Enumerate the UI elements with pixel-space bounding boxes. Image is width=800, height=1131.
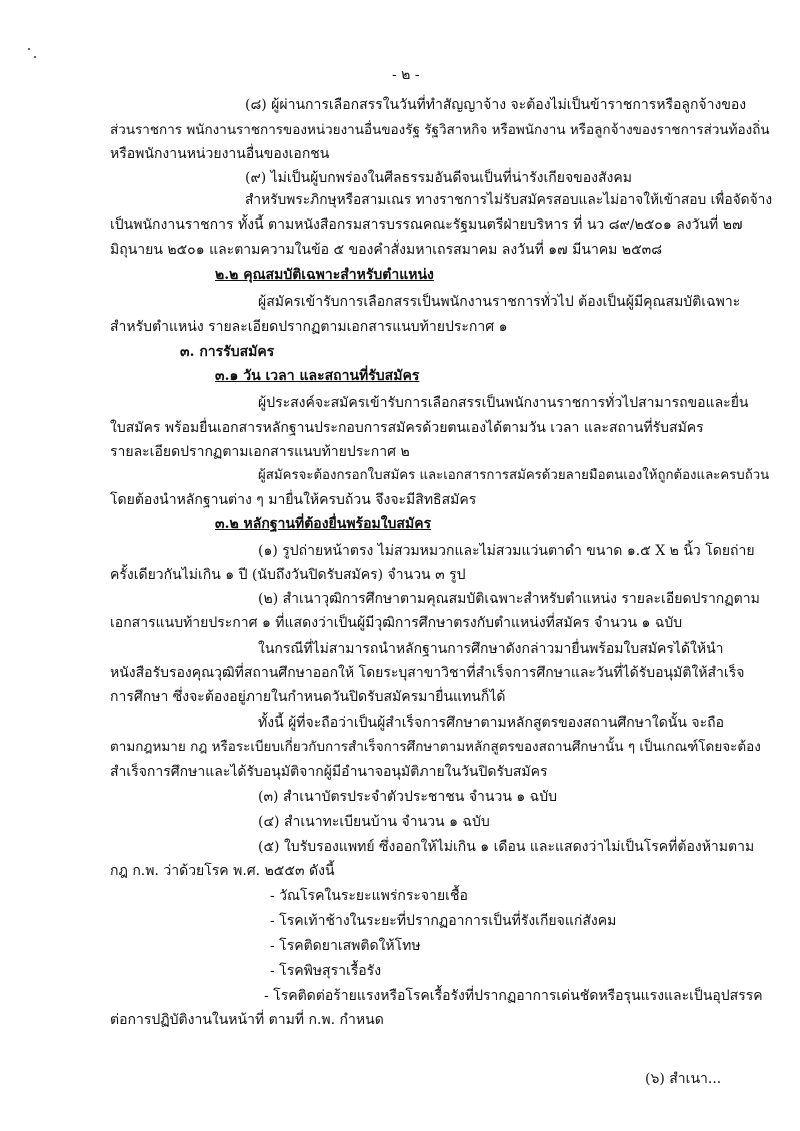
section-heading-3-1: ๓.๑ วัน เวลา และสถานที่รับสมัคร: [215, 368, 420, 384]
disease-list-item: - โรคเท้าช้างในระยะที่ปรากฏอาการเป็นที่รังเกียจแก่สังคม: [270, 913, 617, 929]
paragraph-line: หนังสือรับรองคุณวุฒิที่สถานศึกษาออกให้ โดยระบุสาขาวิชาที่สำเร็จการศึกษาและวันที่ได้รับอนุมัติให้สำเร็จ: [110, 665, 745, 681]
paragraph-line: (๙) ไม่เป็นผู้บกพร่องในศีลธรรมอันดีจนเป็นที่น่ารังเกียจของสังคม: [245, 170, 632, 186]
paragraph-line: สำหรับตำแหน่ง รายละเอียดปรากฏตามเอกสารแนบท้ายประกาศ ๑: [110, 319, 508, 335]
paragraph-line: การศึกษา ซึ่งจะต้องอยู่ภายในกำหนดวันปิดรับสมัครมายื่นแทนก็ได้: [110, 689, 506, 705]
paragraph-line: (๘) ผู้ผ่านการเลือกสรรในวันที่ทำสัญญาจ้าง จะต้องไม่เป็นข้าราชการหรือลูกจ้างของ: [245, 97, 747, 113]
paragraph-line: กฎ ก.พ. ว่าด้วยโรค พ.ศ. ๒๕๕๓ ดังนี้: [110, 863, 335, 879]
page-number: - ๒ -: [392, 67, 420, 83]
paragraph-line: ตามกฎหมาย กฎ หรือระเบียบเกี่ยวกับการสำเร็จการศึกษาตามหลักสูตรของสถานศึกษานั้น ๆ เป็นเกณฑ์โดยจะต้อง: [110, 739, 761, 755]
paragraph-line: ทั้งนี้ ผู้ที่จะถือว่าเป็นผู้สำเร็จการศึกษาตามหลักสูตรของสถานศึกษาใดนั้น จะถือ: [258, 715, 724, 731]
paragraph-line: ส่วนราชการ พนักงานราชการของหน่วยงานอื่นของรัฐ รัฐวิสาหกิจ หรือพนักงาน หรือลูกจ้างของราชการส่วนท้องถิ่น: [110, 122, 770, 138]
paragraph-line: ใบสมัคร พร้อมยื่นเอกสารหลักฐานประกอบการสมัครด้วยตนเองได้ตามวัน เวลา และสถานที่รับสมัคร: [110, 420, 704, 436]
section-heading-3-2: ๓.๒ หลักฐานที่ต้องยื่นพร้อมใบสมัคร: [215, 516, 432, 532]
paragraph-line: (๒) สำเนาวุฒิการศึกษาตามคุณสมบัติเฉพาะสำหรับตำแหน่ง รายละเอียดปรากฏตาม: [258, 591, 760, 607]
scan-speck: [28, 48, 30, 50]
paragraph-line: (๕) ใบรับรองแพทย์ ซึ่งออกให้ไม่เกิน ๑ เดือน และแสดงว่าไม่เป็นโรคที่ต้องห้ามตาม: [258, 839, 755, 855]
disease-list-item: - โรคติดยาเสพติดให้โทษ: [270, 938, 421, 954]
disease-list-item: - โรคพิษสุราเรื้อรัง: [270, 963, 382, 979]
continuation-note: (๖) สำเนา...: [645, 1071, 722, 1087]
paragraph-line: ผู้ประสงค์จะสมัครเข้ารับการเลือกสรรเป็นพนักงานราชการทั่วไปสามารถขอและยื่น: [258, 395, 749, 411]
paragraph-line: (๑) รูปถ่ายหน้าตรง ไม่สวมหมวกและไม่สวมแว่นตาดำ ขนาด ๑.๕ X ๒ นิ้ว โดยถ่าย: [258, 543, 755, 559]
scan-speck: [34, 56, 36, 58]
paragraph-line: ต่อการปฏิบัติงานในหน้าที่ ตามที่ ก.พ. กำหนด: [110, 1012, 384, 1028]
paragraph-line: ผู้สมัครเข้ารับการเลือกสรรเป็นพนักงานราชการทั่วไป ต้องเป็นผู้มีคุณสมบัติเฉพาะ: [258, 294, 741, 310]
paragraph-line: (๔) สำเนาทะเบียนบ้าน จำนวน ๑ ฉบับ: [258, 814, 490, 830]
paragraph-line: มิถุนายน ๒๕๐๑ และตามความในข้อ ๕ ของคำสั่งมหาเถรสมาคม ลงวันที่ ๑๗ มีนาคม ๒๕๓๘: [110, 242, 663, 258]
paragraph-line: สำหรับพระภิกษุหรือสามเณร ทางราชการไม่รับสมัครสอบและไม่อาจให้เข้าสอบ เพื่อจัดจ้าง: [245, 192, 773, 208]
paragraph-line: เป็นพนักงานราชการ ทั้งนี้ ตามหนังสือกรมสารบรรณคณะรัฐมนตรีฝ่ายบริหาร ที่ นว ๘๙/๒๕๐๑ ลงวันที่ ๒๗: [110, 217, 743, 233]
paragraph-line: หรือพนักงานหน่วยงานอื่นของเอกชน: [110, 146, 330, 162]
paragraph-line: ครั้งเดียวกันไม่เกิน ๑ ปี (นับถึงวันปิดรับสมัคร) จำนวน ๓ รูป: [110, 567, 466, 583]
paragraph-line: รายละเอียดปรากฏตามเอกสารแนบท้ายประกาศ ๒: [110, 444, 410, 460]
paragraph-line: โดยต้องนำหลักฐานต่าง ๆ มายื่นให้ครบถ้วน จึงจะมีสิทธิสมัคร: [110, 492, 477, 508]
disease-list-item: - โรคติดต่อร้ายแรงหรือโรคเรื้อรังที่ปรากฏอาการเด่นชัดหรือรุนแรงและเป็นอุปสรรค: [264, 988, 763, 1004]
section-heading-2-2: ๒.๒ คุณสมบัติเฉพาะสำหรับตำแหน่ง: [215, 267, 434, 283]
paragraph-line: ผู้สมัครจะต้องกรอกใบสมัคร และเอกสารการสมัครด้วยลายมือตนเองให้ถูกต้องและครบถ้วน: [258, 468, 770, 483]
paragraph-line: (๓) สำเนาบัตรประจำตัวประชาชน จำนวน ๑ ฉบับ: [258, 789, 557, 805]
section-heading-3: ๓. การรับสมัคร: [180, 344, 275, 360]
paragraph-line: สำเร็จการศึกษาและได้รับอนุมัติจากผู้มีอำนาจอนุมัติภายในวันปิดรับสมัคร: [110, 764, 548, 780]
paragraph-line: ในกรณีที่ไม่สามารถนำหลักฐานการศึกษาดังกล่าวมายื่นพร้อมใบสมัครได้ให้นำ: [258, 641, 724, 657]
paragraph-line: เอกสารแนบท้ายประกาศ ๑ ที่แสดงว่าเป็นผู้มีวุฒิการศึกษาตรงกับตำแหน่งที่สมัคร จำนวน ๑ ฉบับ: [110, 615, 683, 631]
disease-list-item: - วัณโรคในระยะแพร่กระจายเชื้อ: [270, 888, 468, 904]
